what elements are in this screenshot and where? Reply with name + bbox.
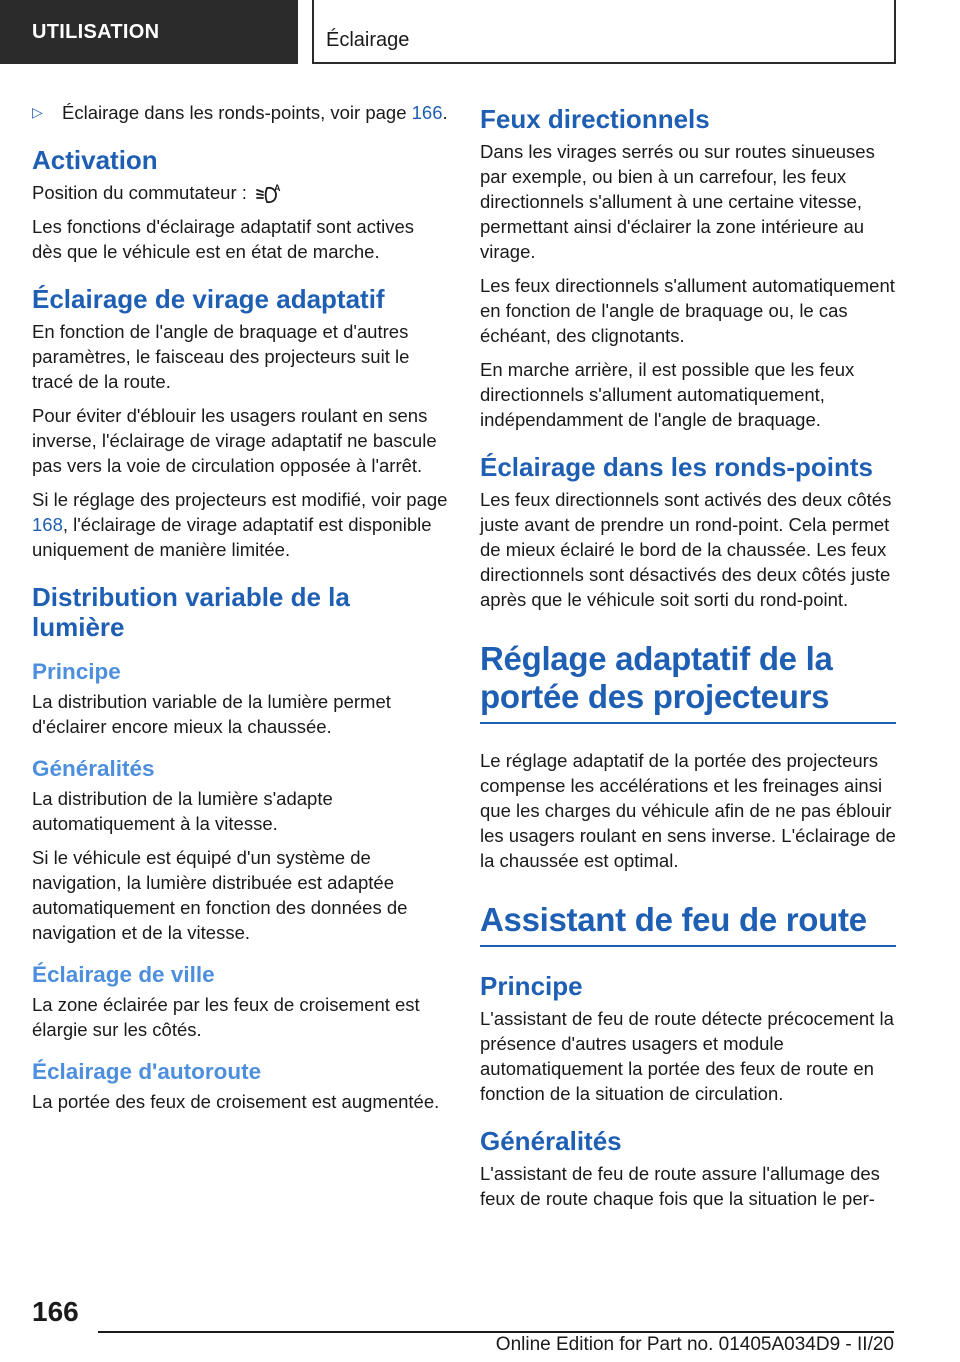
heading-reglage-portee: Réglage adaptatif de la portée des projecteurs bbox=[480, 640, 896, 724]
heading-distribution: Distribution variable de la lumière bbox=[32, 582, 350, 643]
generalites-text-2: Si le véhicule est équipé d'un système de navigation, la lumière distribuée est adaptée automatiquement en fonction des données de navigation et de la vitesse. bbox=[32, 847, 408, 944]
triangle-bullet-icon: ▷ bbox=[32, 104, 43, 120]
reglage-text: Le réglage adaptatif de la portée des projecteurs compense les accélérations et les freinages ainsi que les charges du véhicule afin de ne pas éblouir les usagers roulant en sens inverse. L'éclairage de la chaussée est optimal. bbox=[480, 750, 896, 871]
assistant-generalites-text: L'assistant de feu de route assure l'allumage des feux de route chaque fois que la situation le per- bbox=[480, 1163, 880, 1209]
bullet-text: Éclairage dans les ronds-points, voir page 166. bbox=[62, 102, 448, 123]
heading-assistant-generalites: Généralités bbox=[480, 1126, 622, 1156]
left-column bbox=[32, 100, 448, 1123]
adaptive-text-3: Si le réglage des projecteurs est modifié, voir page 168, l'éclairage de virage adaptatif est disponible uniquement de manière limitée. bbox=[32, 489, 448, 561]
heading-ville: Éclairage de ville bbox=[32, 962, 215, 988]
adaptive-text-1: En fonction de l'angle de braquage et d'autres paramètres, le faisceau des projecteurs suit le tracé de la route. bbox=[32, 321, 410, 393]
page-link-166[interactable]: 166 bbox=[411, 102, 443, 123]
generalites-text-1: La distribution de la lumière s'adapte automatiquement à la vitesse. bbox=[32, 788, 333, 835]
autoroute-text: La portée des feux de croisement est augmentée. bbox=[32, 1091, 440, 1113]
page-number: 166 bbox=[32, 1296, 79, 1327]
heading-generalites: Généralités bbox=[32, 756, 155, 782]
heading-autoroute: Éclairage d'autoroute bbox=[32, 1059, 262, 1085]
chapter-title: Éclairage bbox=[312, 0, 896, 64]
heading-principe: Principe bbox=[32, 659, 121, 685]
activation-text: Les fonctions d'éclairage adaptatif sont actives dès que le véhicule est en état de marche. bbox=[32, 216, 414, 263]
heading-ronds-points: Éclairage dans les ronds-points bbox=[480, 452, 873, 482]
ronds-text: Les feux directionnels sont activés des deux côtés juste avant de prendre un rond-point. Cela permet de mieux éclairé le bord de la chaussée. Les feux directionnels sont désactivés des deux côtés juste après que le véhicule soit sorti du rond-point. bbox=[480, 489, 892, 610]
feux-text-3: En marche arrière, il est possible que les feux directionnels s'allument automatiquement, indépendamment de l'angle de braquage. bbox=[480, 359, 855, 430]
feux-text-1: Dans les virages serrés ou sur routes sinueuses par exemple, ou bien à un carrefour, les feux directionnels s'allument à une certaine vitesse, permettant ainsi d'éclairer la zone intérieure au virage. bbox=[480, 141, 875, 262]
adaptive-text-2: Pour éviter d'éblouir les usagers roulant en sens inverse, l'éclairage de virage adaptatif ne bascule pas vers la voie de circulation opposée à l'arrêt. bbox=[32, 405, 437, 477]
ville-text: La zone éclairée par les feux de croisement est élargie sur les côtés. bbox=[32, 994, 420, 1041]
heading-assistant-feu-route: Assistant de feu de route bbox=[480, 901, 896, 947]
right-column bbox=[480, 100, 896, 1220]
page-link-168[interactable]: 168 bbox=[32, 514, 63, 536]
heading-adaptive-curve: Éclairage de virage adaptatif bbox=[32, 284, 385, 315]
auto-headlight-icon bbox=[255, 183, 285, 205]
footer-rule bbox=[98, 1331, 894, 1333]
principe-text: La distribution variable de la lumière permet d'éclairer encore mieux la chaussée. bbox=[32, 691, 391, 738]
section-label: UTILISATION bbox=[0, 0, 298, 64]
assistant-principe-text: L'assistant de feu de route détecte précocement la présence d'autres usagers et module automatiquement la portée des feux de route en fonction de la situation de circulation. bbox=[480, 1008, 894, 1104]
switch-position-text: Position du commutateur : A bbox=[32, 180, 448, 205]
feux-text-2: Les feux directionnels s'allument automatiquement en fonction de l'angle de braquage ou, le cas échéant, des clignotants. bbox=[480, 275, 895, 346]
svg-text:A: A bbox=[273, 183, 281, 194]
heading-activation: Activation bbox=[32, 145, 158, 175]
footer-edition: Online Edition for Part no. 01405A034D9 - II/20 bbox=[495, 1334, 894, 1355]
heading-assistant-principe: Principe bbox=[480, 971, 583, 1001]
heading-feux-directionnels: Feux directionnels bbox=[480, 104, 710, 134]
crossref-bullet bbox=[32, 100, 448, 125]
page-header bbox=[0, 0, 960, 64]
